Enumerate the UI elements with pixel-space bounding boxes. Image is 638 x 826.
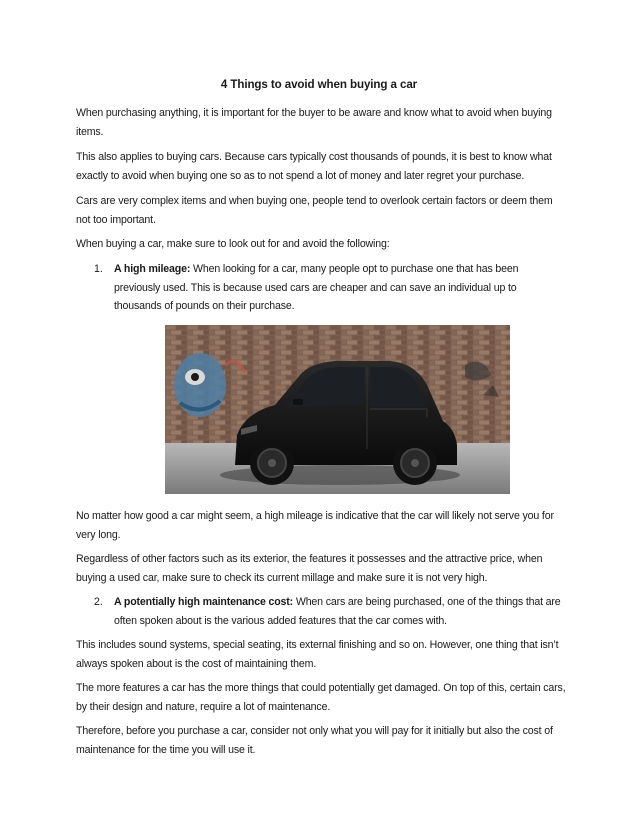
list-item-body: [114, 593, 566, 630]
paragraph-lookout: When buying a car, make sure to look out for and avoid the following:: [76, 238, 390, 250]
paragraph-damage: The more features a car has the more things that could potentially get damaged. On top of this, certain cars, by their design and nature, require a lot of maintenance.: [76, 682, 566, 713]
paragraph-check-millage: Regardless of other factors such as its exterior, the features it possesses and the attractive price, when buying a used car, make sure to check its current millage and make sure it is not very high.: [76, 553, 543, 584]
car-photo: [165, 325, 510, 494]
document-title: 4 Things to avoid when buying a car: [220, 78, 418, 91]
list-item-heading: A potentially high maintenance cost:: [114, 596, 294, 608]
paragraph-intro: When purchasing anything, it is important for the buyer to be aware and know what to avoid when buying items.: [76, 107, 552, 138]
paragraph-mileage: No matter how good a car might seem, a high mileage is indicative that the car will likely not serve you for very long.: [76, 510, 554, 541]
list-item-number: 1.: [94, 263, 103, 275]
list-item-text: When cars are being purchased, one of the things that are often spoken about is the various added features that the car comes with.: [114, 596, 561, 627]
list-item-body: [114, 260, 566, 316]
list-item-text: When looking for a car, many people opt to purchase one that has been previously used. This is because used cars are cheaper and can save an individual up to thousands of pounds on their purchase.: [114, 263, 519, 312]
paragraph-cars: This also applies to buying cars. Because cars typically cost thousands of pounds, it is best to know what exactly to avoid when buying one so as to not spend a lot of money and later regret your purchase.: [76, 151, 552, 182]
list-item-number: 2.: [94, 596, 103, 608]
paragraph-complex: Cars are very complex items and when buying one, people tend to overlook certain factors or deem them not too important.: [76, 195, 553, 226]
paragraph-conclusion: Therefore, before you purchase a car, consider not only what you will pay for it initially but also the cost of maintenance for the time you will use it.: [76, 725, 553, 756]
paragraph-features: This includes sound systems, special seating, its external finishing and so on. However, one thing that isn’t always spoken about is the cost of maintaining them.: [76, 639, 559, 670]
list-item-heading: A high mileage:: [114, 263, 191, 275]
